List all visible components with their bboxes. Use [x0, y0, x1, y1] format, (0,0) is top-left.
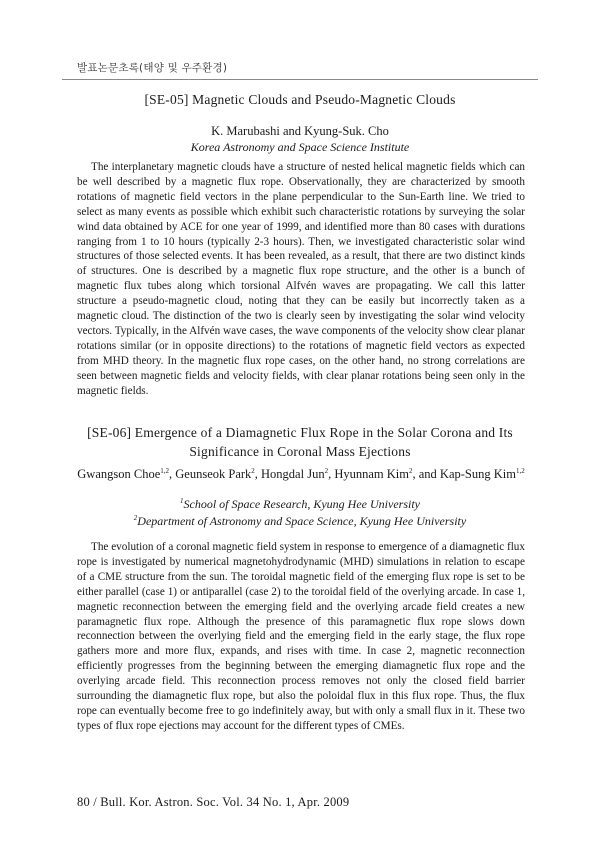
- author-sep: ,: [328, 467, 335, 481]
- paper1-title: [SE-05] Magnetic Clouds and Pseudo-Magnetic Clouds: [144, 92, 456, 107]
- author-sup: 2: [324, 466, 329, 475]
- author-sep: ,: [254, 467, 262, 481]
- author-sup: 2: [251, 466, 255, 475]
- paper2-abstract: The evolution of a coronal magnetic field system in response to emergence of a diamagnetic flux rope is investigated by numerical magnetohydrodynamic (MHD) simulations in relation to escape of a CME structure from the sun. The toroidal magnetic field of the emerging flux rope is set to be either parallel (case 1) or antiparallel (case 2) to the toroidal field of the overlying arcade. In case 1, magnetic reconnection between the emerging field and the overlying arcade field creates a new paramagnetic flux rope. Although the presence of this paramagnetic flux rope slows down reconnection between the overlying field and the emerging field in the early stage, the flux rope gathers more and more flux, expands, and rises with time. In case 2, magnetic reconnection efficiently progresses from the beginning between the emerging diamagnetic flux rope and the overlying arcade field. This reconnection process removes not only the closed field barrier surrounding the diamagnetic flux rope, but also the poloidal flux in this flux rope. Thus, the flux rope can eventually become free to go indefinitely away, but with only a small flux in it. These two types of flux rope ejections may account for the different types of CMEs.: [77, 541, 525, 732]
- author-sep: , and: [412, 467, 440, 481]
- affiliation-text: School of Space Research, Kyung Hee University: [183, 497, 420, 511]
- affiliation-sup: 1: [180, 497, 184, 505]
- author-name: Hyunnam Kim: [334, 467, 409, 481]
- paper2-affiliation-2: [60, 514, 540, 529]
- paper2-authors: [66, 465, 536, 483]
- author-sep: ,: [169, 467, 176, 481]
- running-header: 발표논문초록(태양 및 우주환경): [77, 62, 228, 74]
- author-name: Gwangson Choe: [77, 467, 161, 481]
- author-sup: 1,2: [515, 466, 525, 475]
- paper1-affiliation: Korea Astronomy and Space Science Institute: [190, 140, 410, 154]
- page-footer: 80 / Bull. Kor. Astron. Soc. Vol. 34 No. 1, Apr. 2009: [77, 795, 350, 809]
- paper2-title: [SE-06] Emergence of a Diamagnetic Flux Rope in the Solar Corona and Its Significance in Coronal Mass Ejections: [87, 425, 513, 459]
- author-sup: 1,2: [160, 466, 169, 475]
- author-name: Kap-Sung Kim: [439, 467, 516, 481]
- author-sup: 2: [408, 466, 413, 475]
- paper1-authors: K. Marubashi and Kyung-Suk. Cho: [211, 124, 389, 138]
- header-divider: [62, 79, 538, 80]
- affiliation-sup: 2: [133, 514, 138, 522]
- affiliation-text: Department of Astronomy and Space Science, Kyung Hee University: [137, 514, 467, 528]
- paper1-abstract: The interplanetary magnetic clouds have a structure of nested helical magnetic fields which can be well described by a magnetic flux rope. Observationally, they are characterized by smooth rotations of magnetic field vectors in the plane perpendicular to the Sun-Earth line. We tried to select as many events as possible which exhibit such characteristic rotations by surveying the solar wind data obtained by ACE for one year of 1999, and identified more than 80 cases with durations ranging from 1 to 10 hours (typically 2-3 hours). Then, we investigated characteristic solar wind structures of those selected events. It has been revealed, as a result, that there are two distinct kinds of structures. One is described by a magnetic flux rope structure, and the other is a bunch of magnetic flux tubes along which torsional Alfvén waves are propagating. We call this latter structure a pseudo-magnetic cloud, noting that they can be easily but incorrectly taken as a magnetic cloud. The distinction of the two is clearly seen by investigating the solar wind velocity vectors. Typically, in the Alfvén wave cases, the wave components of the velocity show clear planar rotations similar (or in opposite directions) to the rotations of magnetic field vectors as expected from MHD theory. In the magnetic flux rope cases, on the other hand, no strong correlations are seen between magnetic fields and velocity fields, with clear planar rotations being seen only in the magnetic fields.: [77, 161, 525, 397]
- author-name: Hongdal Jun: [261, 467, 325, 481]
- paper2-affiliation-1: [60, 497, 540, 512]
- author-name: Geunseok Park: [175, 467, 252, 481]
